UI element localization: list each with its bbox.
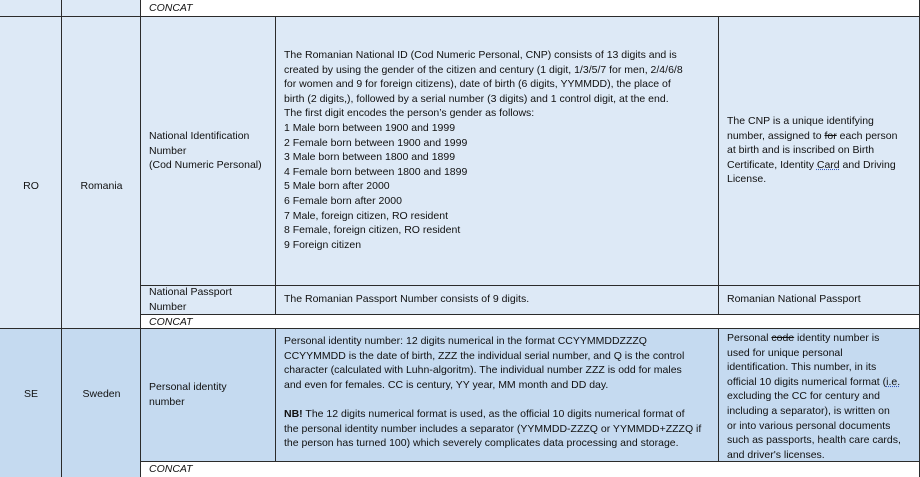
note-line: License.	[727, 173, 767, 186]
desc-line: 6 Female born after 2000	[284, 194, 402, 207]
note-line: The CNP is a unique identifying	[727, 115, 874, 127]
desc-line: 9 Foreign citizen	[284, 238, 362, 251]
ro-passport-label	[149, 285, 232, 314]
struck-text: for	[824, 129, 837, 142]
spellcheck-underlined-text: i.e.	[886, 375, 901, 388]
label-line: Number	[149, 144, 187, 157]
top-partial-row	[0, 0, 920, 16]
desc-line: 2 Female born between 1900 and 1999	[284, 136, 468, 149]
label-line: Personal identity	[149, 381, 227, 393]
desc-line: 5 Male born after 2000	[284, 180, 390, 193]
spacer	[284, 392, 701, 407]
desc-line: 8 Female, foreign citizen, RO resident	[284, 224, 461, 237]
struck-text: code	[771, 332, 795, 344]
ro-row	[0, 17, 920, 328]
ro-code-cell[interactable]	[0, 17, 62, 328]
note-text: number, assigned to	[727, 129, 825, 142]
desc-line: birth (2 digits,), followed by a serial number (3 digits) and 1 control digit, at the end.	[284, 92, 669, 105]
ro-nin-label	[149, 129, 262, 173]
desc-line: Personal identity number: 12 digits numerical in the format CCYYMMDDZZZQ	[284, 335, 647, 347]
ro-concat-cell[interactable]	[141, 315, 920, 328]
nb-label: NB!	[284, 407, 303, 420]
note-text: identity number is	[794, 332, 880, 344]
label-line: National Passport	[149, 286, 232, 298]
label-line: Number	[149, 300, 187, 313]
note-line: at birth and is inscribed on Birth	[727, 144, 875, 157]
note-line	[727, 129, 897, 144]
note-line: such as passports, health care cards,	[727, 434, 901, 447]
desc-line: The Romanian National ID (Cod Numeric Personal, CNP) consists of 13 digits and is	[284, 49, 677, 61]
label-line: National Identification	[149, 130, 250, 142]
desc-line: 4 Female born between 1800 and 1899	[284, 165, 468, 178]
spellcheck-underlined-text: Card	[816, 158, 840, 171]
desc-line	[284, 407, 701, 422]
note-line	[727, 331, 901, 346]
note-line: and driver's licenses.	[727, 448, 825, 461]
note-text: Certificate, Identity	[727, 158, 817, 171]
se-note	[727, 331, 901, 462]
se-country-name: Sweden	[82, 388, 121, 400]
note-line: or into various personal documents	[727, 419, 891, 432]
note-text: Personal	[727, 332, 772, 344]
se-country-code: SE	[23, 388, 38, 400]
se-concat-label: CONCAT	[149, 463, 193, 475]
note-line: identification. This number, in its	[727, 361, 877, 374]
ro-passport-desc: The Romanian Passport Number consists of 9 digits.	[284, 293, 530, 305]
desc-line: the person has turned 100) which severely complicates data processing and storage.	[284, 437, 679, 450]
note-text: and Driving	[839, 158, 896, 171]
note-text: official 10 digits numerical format (	[727, 375, 887, 388]
ro-passport-note: Romanian National Passport	[727, 293, 861, 305]
desc-text: The 12 digits numerical format is used, as the official 10 digits numerical format of	[302, 407, 685, 420]
se-label	[149, 380, 227, 409]
note-line	[727, 375, 901, 390]
ro-nin-description	[284, 48, 683, 252]
desc-line: and even for females. CC is century, YY year, MM month and DD day.	[284, 378, 609, 391]
desc-line: character (calculated with Luhn-algoritm). The individual number ZZZ is odd for males	[284, 364, 682, 377]
code-cell[interactable]	[0, 0, 62, 16]
note-line: used for unique personal	[727, 346, 843, 359]
desc-line: CCYYMMDD is the date of birth, ZZZ the individual serial number, and Q is the control	[284, 349, 685, 362]
ro-concat-label: CONCAT	[149, 316, 193, 328]
desc-line: 1 Male born between 1900 and 1999	[284, 121, 456, 134]
ro-country-name: Romania	[80, 180, 123, 192]
label-line: (Cod Numeric Personal)	[149, 159, 262, 172]
note-text: each person	[836, 129, 898, 142]
se-description	[284, 334, 701, 451]
note-line: including a separator), is written on	[727, 404, 890, 417]
desc-line: the personal identity number includes a separator (YYMMDD-ZZZQ or YYMMDD+ZZZQ if	[284, 422, 702, 435]
concat-cell[interactable]	[141, 0, 920, 16]
se-country-cell[interactable]	[62, 329, 141, 477]
ro-country-cell[interactable]	[62, 17, 141, 328]
concat-label: CONCAT	[149, 2, 193, 14]
se-code-cell[interactable]	[0, 329, 62, 477]
note-line	[727, 158, 897, 173]
country-cell[interactable]	[62, 0, 141, 16]
label-line: number	[149, 395, 185, 408]
desc-line: created by using the gender of the citizen and century (1 digit, 1/3/5/7 for men, 2/4/6/8	[284, 63, 683, 76]
se-concat-cell[interactable]	[141, 462, 920, 477]
se-row	[0, 329, 920, 477]
desc-line: for women and 9 for foreign citizens), date of birth (6 digits, YYMMDD), the place of	[284, 78, 671, 91]
desc-line: 7 Male, foreign citizen, RO resident	[284, 209, 448, 222]
ro-country-code: RO	[23, 180, 39, 192]
desc-line: 3 Male born between 1800 and 1899	[284, 151, 456, 164]
note-line: excluding the CC for century and	[727, 390, 880, 403]
desc-line: The first digit encodes the person’s gender as follows:	[284, 107, 535, 120]
ro-nin-note	[727, 114, 897, 187]
